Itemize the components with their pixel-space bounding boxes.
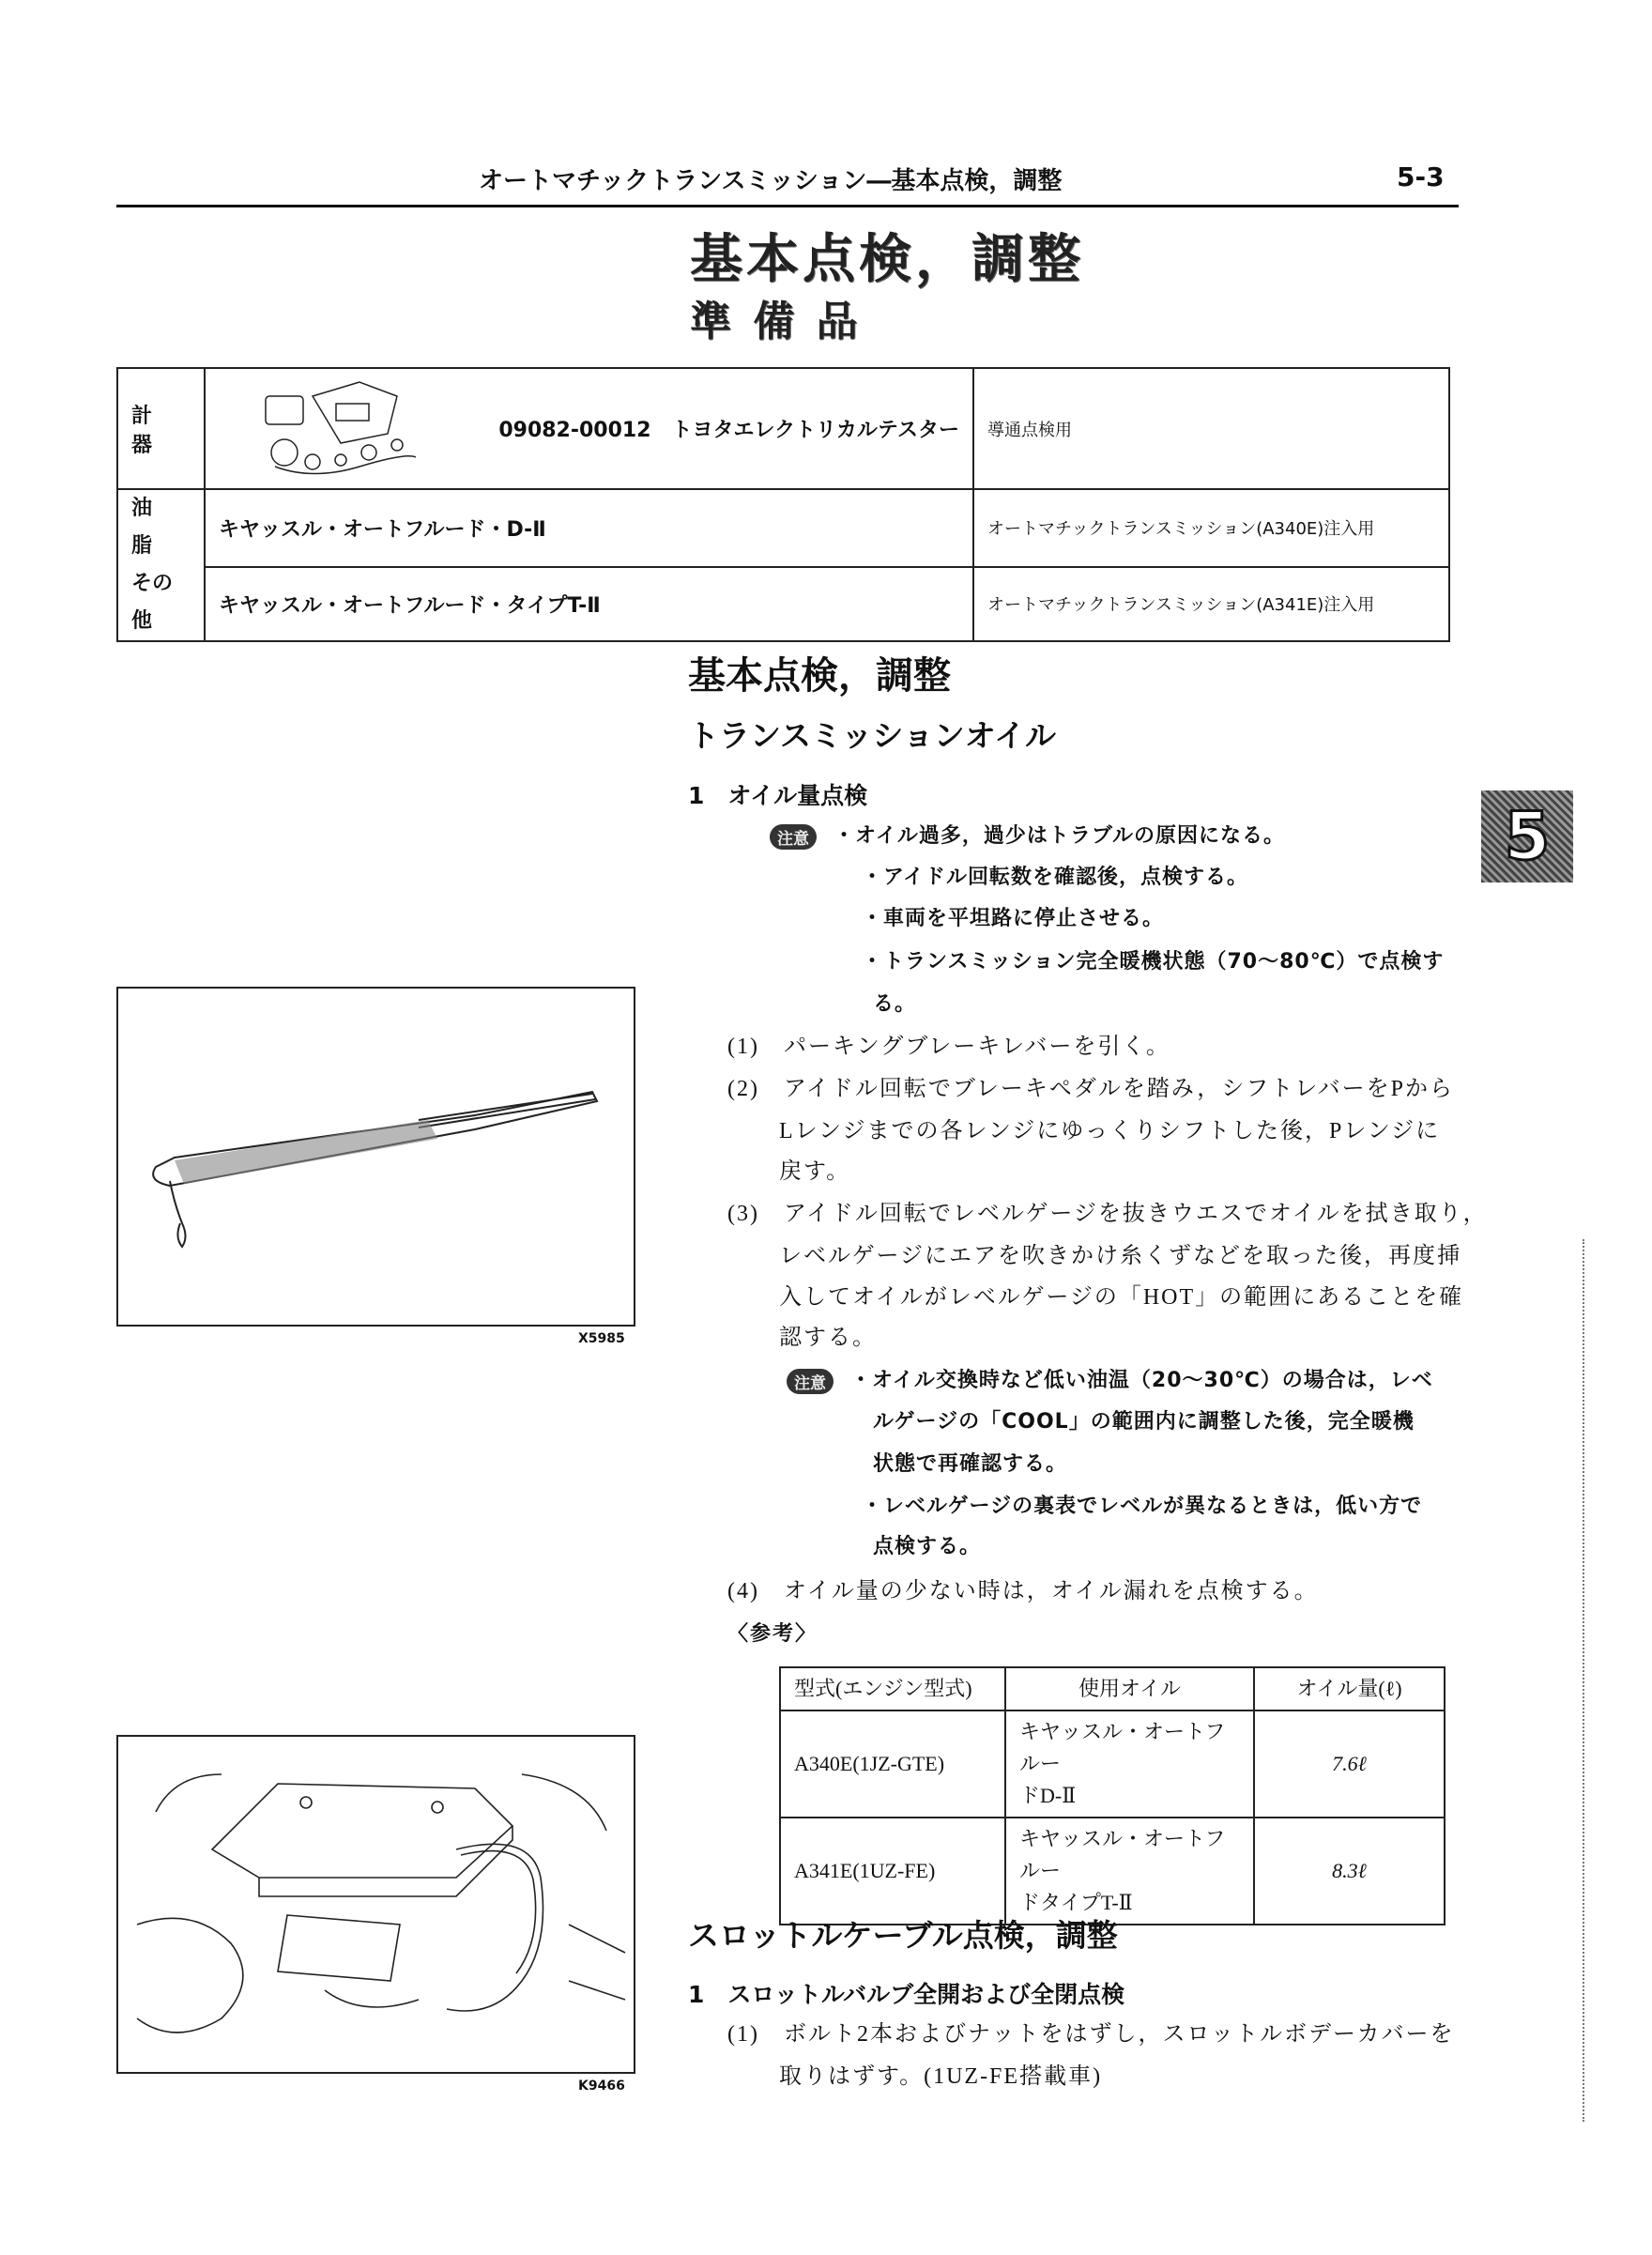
caution-line: ・オイル交換時など低い油温（20～30℃）の場合は，レベ xyxy=(850,1369,1433,1392)
step-line: レベルゲージにエアを吹きかけ糸くずなどを取った後，再度挿 xyxy=(779,1244,1462,1268)
oil-cell: ドD-Ⅱ xyxy=(1019,1784,1077,1807)
fluid-item: キヤッスル・オートフルード・D-Ⅱ xyxy=(205,489,973,567)
quantity-cell: 8.3ℓ xyxy=(1254,1818,1445,1925)
table-row xyxy=(780,1710,1445,1818)
column-header: オイル量(ℓ) xyxy=(1254,1667,1445,1710)
page-subtitle: 準 備 品 xyxy=(690,298,862,345)
fluid-item: キヤッスル・オートフルード・タイプT-Ⅱ xyxy=(205,567,973,641)
figure-label: K9466 xyxy=(578,2079,625,2094)
use-cell: オートマチックトランスミッション(A340E)注入用 xyxy=(973,489,1449,567)
category-cell: 計 器 xyxy=(117,368,205,489)
use-cell: オートマチックトランスミッション(A341E)注入用 xyxy=(973,567,1449,641)
caution-line: ルゲージの「COOL」の範囲内に調整した後，完全暖機 xyxy=(873,1410,1415,1434)
step-heading: 1 スロットルバルブ全開および全閉点検 xyxy=(688,1981,1125,2008)
model-cell: A341E(1UZ-FE) xyxy=(780,1818,1005,1925)
caution-block xyxy=(770,822,1285,851)
caution-block xyxy=(787,1367,1433,1395)
chapter-tab: 5 xyxy=(1481,790,1573,882)
table-row xyxy=(117,567,1449,641)
caution-badge: 注意 xyxy=(787,1369,834,1394)
caution-badge: 注意 xyxy=(770,824,817,850)
step-line: 取りはずす。(1UZ-FE搭載車) xyxy=(779,2064,1103,2089)
step-heading: 1 オイル量点検 xyxy=(688,782,868,809)
caution-line: る。 xyxy=(873,992,917,1016)
caution-line: ・オイル過多，過少はトラブルの原因になる。 xyxy=(834,824,1286,848)
category-cell: 油 脂 その他 xyxy=(117,489,205,641)
use-cell: 導通点検用 xyxy=(973,368,1449,489)
binding-margin-dots xyxy=(1583,1239,1584,2122)
section-title: 基本点検，調整 xyxy=(688,654,951,698)
step-line: (3) アイドル回転でレベルゲージを抜きウエスでオイルを拭き取り， xyxy=(727,1202,1488,1226)
step-line: Lレンジまでの各レンジにゆっくりシフトした後，Pレンジに xyxy=(779,1119,1441,1143)
caution-line: 点検する。 xyxy=(873,1535,982,1558)
subsection-title: トランスミッションオイル xyxy=(688,717,1057,754)
step-line: 入してオイルがレベルゲージの「HOT」の範囲にあることを確 xyxy=(779,1285,1464,1310)
column-header: 使用オイル xyxy=(1005,1667,1254,1710)
tester-item: 09082-00012 トヨタエレクトリカルテスター xyxy=(498,419,959,442)
dipstick-illustration-icon xyxy=(118,989,634,1325)
oil-cell: キヤッスル・オートフルー xyxy=(1019,1827,1226,1882)
step-line: 戻す。 xyxy=(779,1159,851,1184)
page-number: 5-3 xyxy=(1397,161,1445,192)
throttle-section-title: スロットルケーブル点検，調整 xyxy=(688,1917,1118,1954)
caution-line: 状態で再確認する。 xyxy=(873,1452,1068,1476)
figure-label: X5985 xyxy=(578,1331,625,1346)
step-line: (1) パーキングブレーキレバーを引く。 xyxy=(727,1035,1170,1059)
caution-line: ・アイドル回転数を確認後，点検する。 xyxy=(862,866,1249,889)
table-header-row xyxy=(780,1667,1445,1710)
table-row xyxy=(117,489,1449,567)
step-line: (4) オイル量の少ない時は，オイル漏れを点検する。 xyxy=(727,1579,1319,1603)
step-line: (2) アイドル回転でブレーキペダルを踏み，シフトレバーをPから xyxy=(727,1077,1454,1101)
oil-cell: キヤッスル・オートフルー xyxy=(1019,1720,1226,1775)
table-row xyxy=(780,1818,1445,1925)
caution-line: ・トランスミッション完全暖機状態（70～80℃）で点検す xyxy=(862,950,1445,974)
figure-dipstick xyxy=(116,987,635,1327)
reference-table xyxy=(779,1666,1446,1925)
electrical-tester-illustration-icon xyxy=(256,377,444,481)
model-cell: A340E(1JZ-GTE) xyxy=(780,1710,1005,1818)
reference-label: 〈参考〉 xyxy=(727,1622,818,1646)
running-header: オートマチックトランスミッション―基本点検，調整 xyxy=(479,167,1063,195)
step-line: 認する。 xyxy=(779,1326,877,1350)
page-title: 基本点検，調整 xyxy=(690,229,1084,290)
step-line: (1) ボルト2本およびナットをはずし，スロットルボデーカバーを xyxy=(727,2022,1455,2047)
header-rule xyxy=(116,205,1459,207)
column-header: 型式(エンジン型式) xyxy=(780,1667,1005,1710)
requirements-table xyxy=(116,367,1450,642)
figure-throttle-body xyxy=(116,1735,635,2074)
throttle-body-illustration-icon xyxy=(118,1737,634,2072)
caution-line: ・レベルゲージの裏表でレベルが異なるときは，低い方で xyxy=(862,1495,1423,1518)
oil-cell: ドタイプT-Ⅱ xyxy=(1019,1891,1133,1914)
caution-line: ・車両を平坦路に停止させる。 xyxy=(862,907,1165,930)
table-row xyxy=(117,368,1449,489)
quantity-cell: 7.6ℓ xyxy=(1254,1710,1445,1818)
